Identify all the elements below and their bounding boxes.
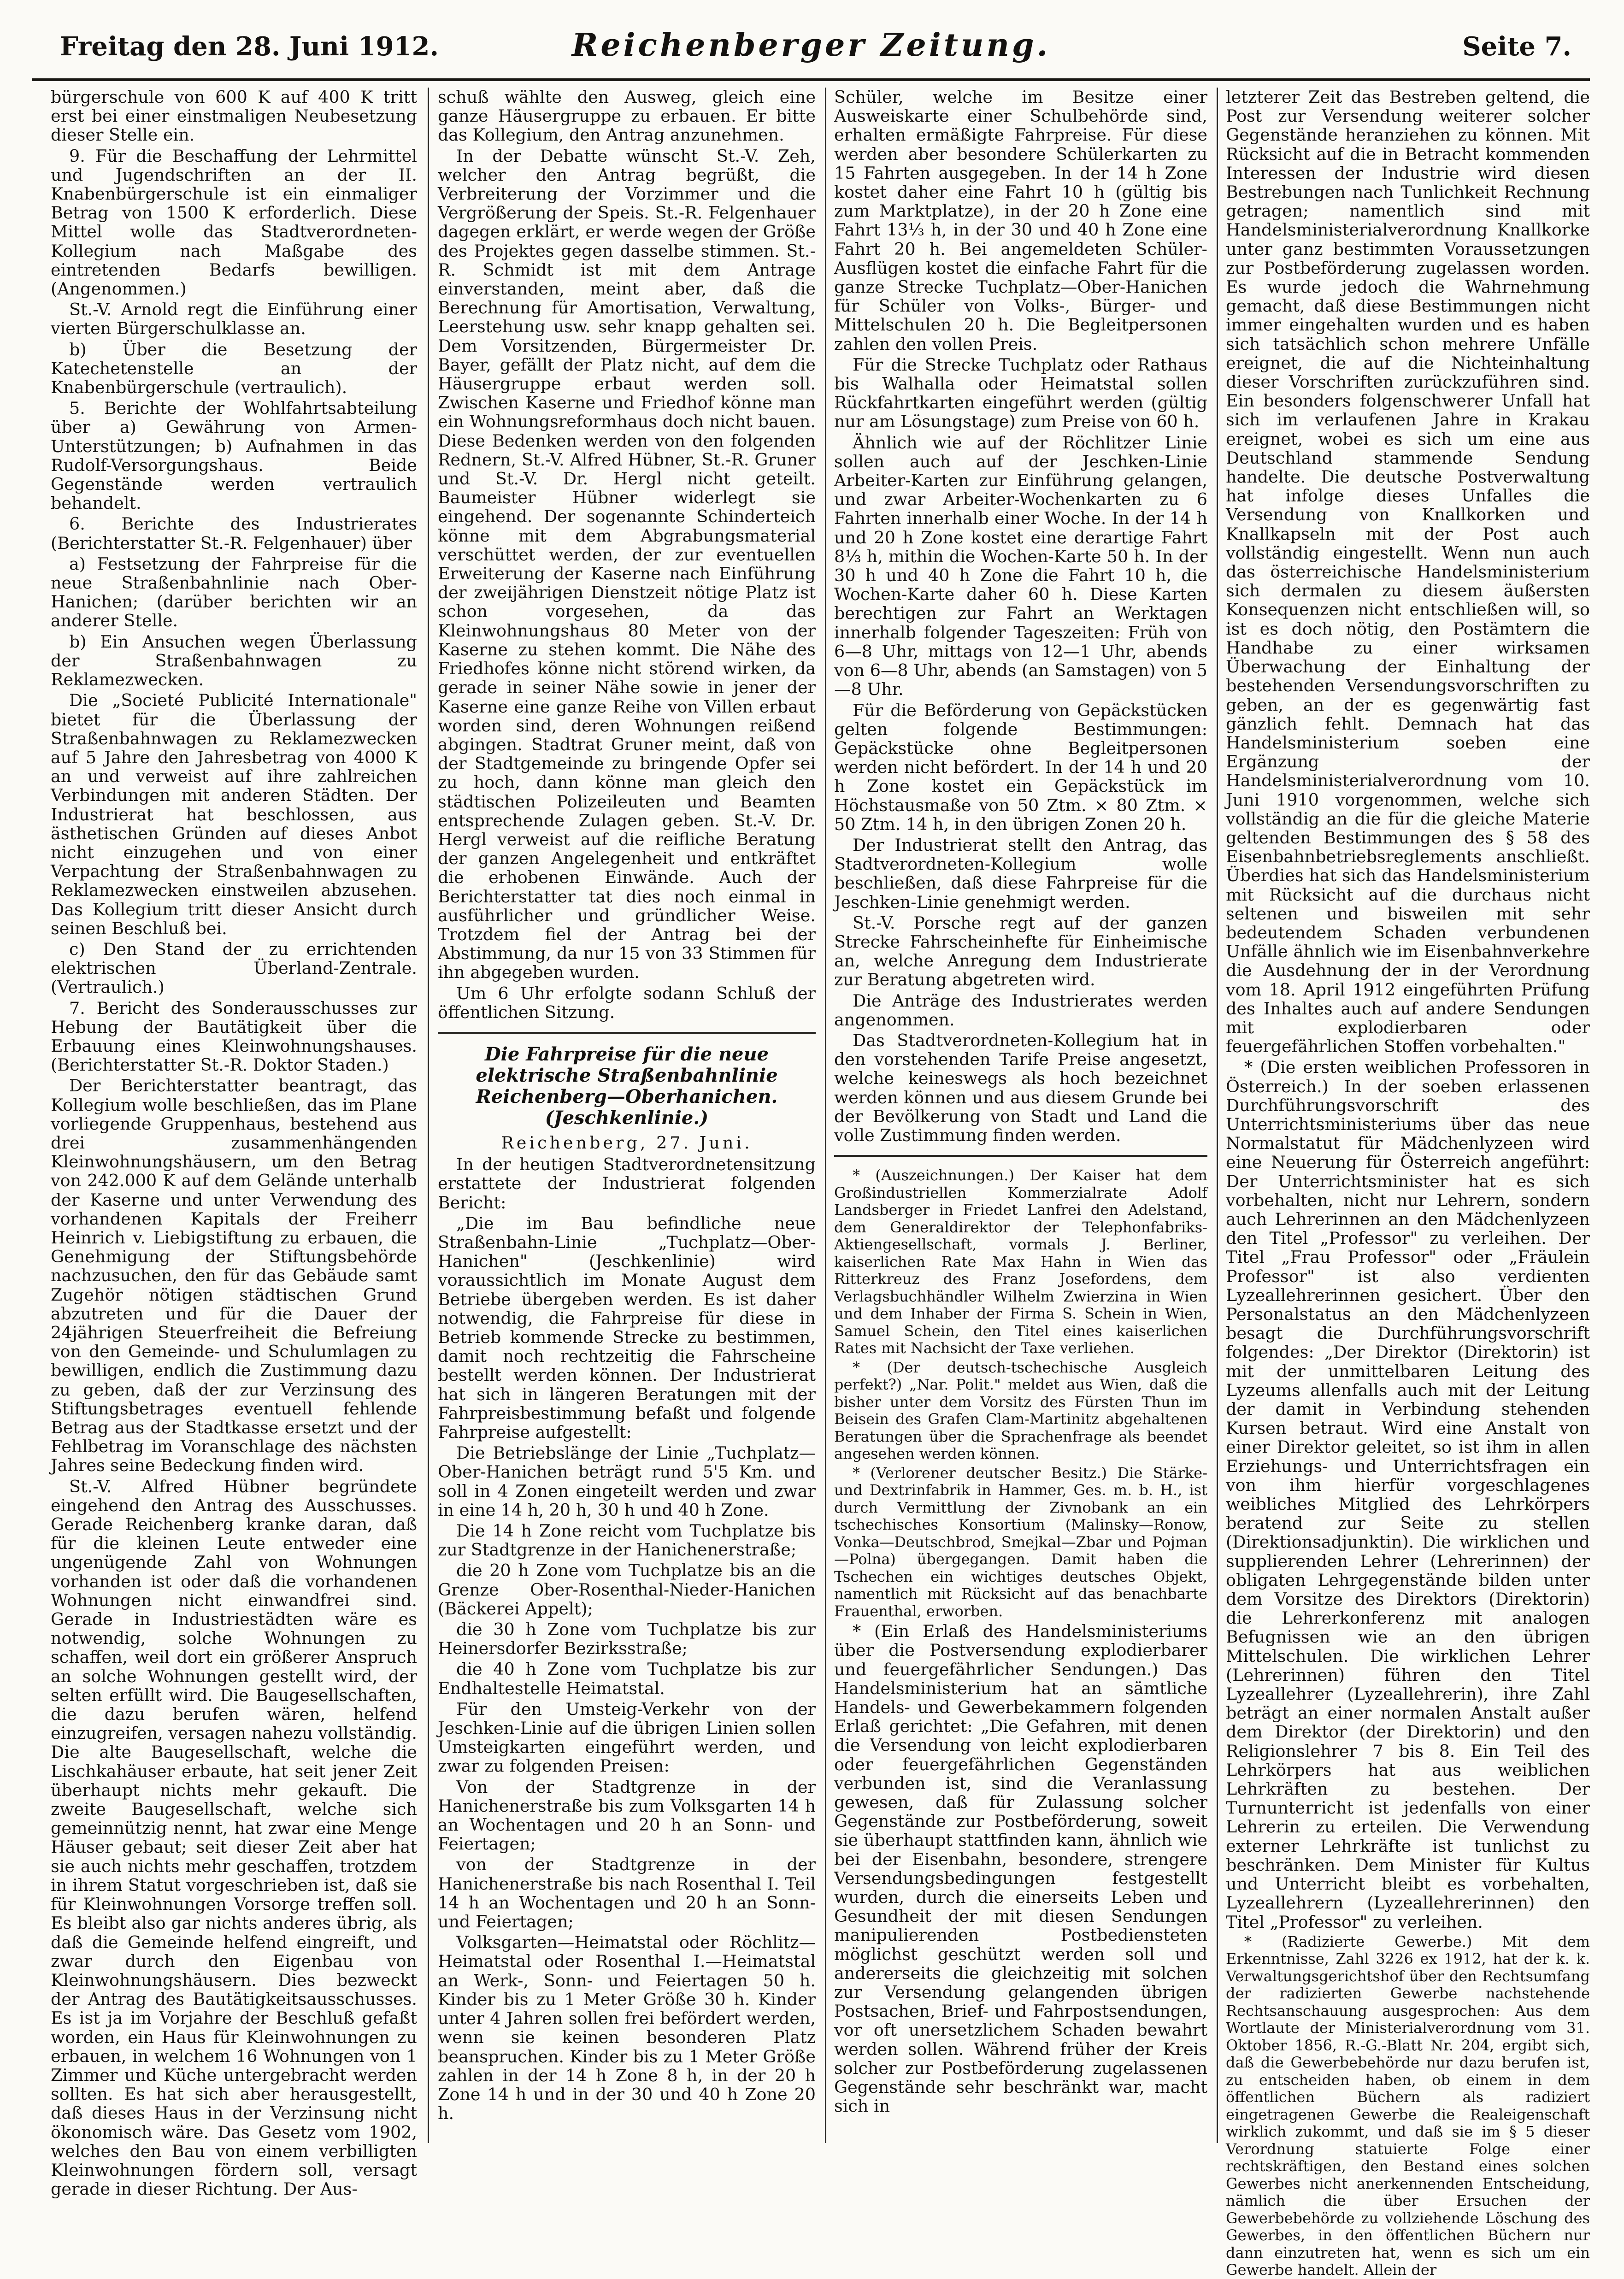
paragraph: Der Berichterstatter beantragt, das Kollegium wolle beschließen, das im Plane vorliegende Gruppenhaus, bestehend aus drei zusammenhängenden Kleinwohnungshäusern, um den Betrag von 242.000 K auf dem Gelände unterhalb der Kaserne und unter Verwendung des vorhandenen Kapitals der Freiherr Heinrich v. Liebigstiftung zu erbauen, die Genehmigung der Stiftungsbehörde nachzusuchen, den für das Gebäude samt Zugehör nötigen städtischen Grund abzutreten und für die Dauer der 24jährigen Steuerfreiheit die Befreiung von den Gemeinde- und Schulumlagen zu bewilligen, endlich die Zustimmung dazu zu geben, daß der zur Verzinsung des Stiftungsbetrages eventuell fehlende Betrag aus der Stadtkasse ersetzt und der Fehlbetrag im Voranschlage des nächsten Jahres seine Bedeckung finden wird.	[51, 1076, 417, 1476]
newspaper-page	[32, 23, 1590, 2279]
paragraph: schuß wählte den Ausweg, gleich eine ganze Häusergruppe zu erbauen. Er bitte das Kollegium, den Antrag anzunehmen.	[438, 87, 816, 145]
paragraph: von der Stadtgrenze in der Hanichenerstraße bis nach Rosenthal I. Teil 14 h an Wochentagen und 20 h an Sonn- und Feiertagen;	[438, 1855, 816, 1932]
column-rule	[825, 88, 826, 2143]
paragraph: Für den Umsteig-Verkehr von der Jeschken-Linie auf die übrigen Linien sollen Umsteigkarten eingeführt werden, und zwar zu folgenden Preisen:	[438, 1699, 816, 1776]
paragraph: In der Debatte wünscht St.-V. Zeh, welcher den Antrag begrüßt, die Verbreiterung der Vorzimmer und die Vergrößerung der Speis. St.-R. Felgenhauer dagegen erklärt, er werde wegen der Größe des Projektes gegen dasselbe stimmen. St.-R. Schmidt ist mit dem Antrage einverstanden, meint aber, daß die Berechnung für Amortisation, Verwaltung, Leerstehung usw. sehr knapp gehalten sei. Dem Vorsitzenden, Bürgermeister Dr. Bayer, gefällt der Platz nicht, auf dem die Häusergruppe erbaut werden soll. Zwischen Kaserne und Friedhof könne man ein Wohnungsreformhaus doch nicht bauen. Diese Bedenken werden von den folgenden Rednern, St.-V. Alfred Hübner, St.-R. Gruner und St.-V. Dr. Hergl nicht geteilt. Baumeister Hübner widerlegt sie eingehend. Der sogenannte Schinderteich könne mit dem Abgrabungsmaterial verschüttet werden, der zur eventuellen Erweiterung der Kaserne nach Einführung der zweijährigen Dienstzeit nötige Platz ist schon vorgesehen, da das Kleinwohnungshaus 80 Meter von der Kaserne zu stehen kommt. Die Nähe des Friedhofes könne nicht störend wirken, da gerade in seiner Nähe sowie in jener der Kaserne eine ganze Reihe von Villen erbaut worden sind, deren Wohnungen reißend abgingen. Stadtrat Gruner meint, daß von der Stadtgemeinde zu bringende Opfer sei zu hoch, dann könne man gleich den städtischen Polizeileuten und Beamten entsprechende Zulagen geben. St.-V. Dr. Hergl verweist auf die reifliche Beratung der ganzen Angelegenheit und entkräftet die erhobenen Einwände. Auch der Berichterstatter tat dies noch einmal in ausführlicher und gründlicher Weise. Trotzdem fiel der Antrag bei der Abstimmung, da nur 15 von 33 Stimmen für ihn abgegeben wurden.	[438, 146, 816, 983]
paragraph: b) Ein Ansuchen wegen Überlassung der Straßenbahnwagen zu Reklamezwecken.	[51, 631, 417, 690]
paragraph: Von der Stadtgrenze in der Hanichenerstraße bis zum Volksgarten 14 h an Wochentagen und 20 h an Sonn- und Feiertagen;	[438, 1777, 816, 1854]
news-item: * (Die ersten weiblichen Professoren in Österreich.) In der soeben erlassenen Durchführungsvorschrift des Unterrichtsministeriums über das neue Normalstatut für Mädchenlyzeen wird eine Neuerung für Österreich angeführt: Der Unterrichtsminister hat es sich vorbehalten, nicht nur Lehrern, sondern auch Lehrerinnen an den Mädchenlyzeen den Titel „Professor" zu verleihen. Der Titel „Frau Professor" oder „Fräulein Professor" ist also verdienten Lyzeallehrerinnen gesichert. Über den Personalstatus an den Mädchenlyzeen besagt die Durchführungsvorschrift folgendes: „Der Direktor (Direktorin) ist mit der unmittelbaren Leitung des Lyzeums allenfalls auch mit der Leitung der damit in Verbindung stehenden Kursen betraut. Wird eine Anstalt von einer Direktor geleitet, so ist ihm in allen Erziehungs- und Unterrichtsfragen ein von ihm hierfür vorgeschlagenes weibliches Mitglied des Lehrkörpers beratend zur Seite zu stellen (Direktionsadjunktin). Die wirklichen und supplierenden Lehrer (Lehrerinnen) der obligaten Lehrgegenstände bilden unter dem Vorsitze des Direktors (Direktorin) die Lehrerkonferenz mit analogen Befugnissen wie an den übrigen Mittelschulen. Die wirklichen Lehrer (Lehrerinnen) führen den Titel Lyzeallehrer (Lyzeallehrerin), ihre Zahl beträgt an einer normalen Anstalt außer dem Direktor (der Direktorin) und den Religionslehrer 7 bis 8. Ein Teil des Lehrkörpers hat aus weiblichen Lehrkräften zu bestehen. Der Turnunterricht ist jedenfalls von einer Lehrerin zu erteilen. Die Verwendung externer Lehrkräfte ist tunlichst zu beschränken. Dem Minister für Kultus und Unterricht bleibt es vorbehalten, Lyzeallehrern (Lyzeallehrerinnen) den Titel „Professor" zu verleihen.	[1226, 1057, 1590, 1932]
article-headline: Die Fahrpreise für die neue elektrische Straßenbahnlinie Reichenberg—Oberhanichen. (Jeschkenlinie.)	[476, 1043, 778, 1129]
paragraph: a) Festsetzung der Fahrpreise für die neue Straßenbahnlinie nach Ober-Hanichen; (darüber berichten wir an anderer Stelle.	[51, 554, 417, 631]
paragraph: b) Über die Besetzung der Katechetenstelle an der Knabenbürgerschule (vertraulich).	[51, 339, 417, 398]
page-number: Seite 7.	[1462, 31, 1571, 62]
news-item: * (Verlorener deutscher Besitz.) Die Stärke- und Dextrinfabrik in Hammer, Ges. m. b. H., ist durch Vermittlung der Zivnobank an ein tschechisches Konsortium (Malinsky—Ronow, Vonka—Deutschbrod, Smejkal—Zbar und Pojman—Polna) übergegangen. Damit haben die Tschechen ein wichtiges deutsches Objekt, namentlich mit Rücksicht auf das benachbarte Frauenthal, erworben.	[834, 1464, 1207, 1620]
paragraph: In der heutigen Stadtverordnetensitzung erstattete der Industrierat folgenden Bericht:	[438, 1154, 816, 1213]
paragraph: St.-V. Arnold regt die Einführung einer vierten Bürgerschulklasse an.	[51, 300, 417, 339]
paragraph: die 40 h Zone vom Tuchplatze bis zur Endhaltestelle Heimatstal.	[438, 1659, 816, 1698]
paragraph: Volksgarten—Heimatstal oder Röchlitz—Heimatstal oder Rosenthal I.—Heimatstal an Werk-, Sonn- und Feiertagen 50 h. Kinder bis zu 1 Meter Größe 30 h. Kinder unter 4 Jahren sollen frei befördert werden, wenn sie keinen besonderen Platz beanspruchen. Kinder bis zu 1 Meter Größe zahlen in der 14 h Zone 8 h, in der 20 h Zone 14 h und in der 30 und 40 h Zone 20 h.	[438, 1932, 816, 2124]
news-item: * (Radizierte Gewerbe.) Mit dem Erkenntnisse, Zahl 3226 ex 1912, hat der k. k. Verwaltungsgerichtshof über den Rechtsumfang der radizierten Gewerbe nachstehende Rechtsanschauung ausgesprochen: Aus dem Wortlaute der Ministerialverordnung vom 31. Oktober 1856, R.-G.-Blatt Nr. 204, ergibt sich, daß die Gewerbebehörde nur dazu berufen ist, zu entscheiden haben, ob einem in dem öffentlichen Büchern als radiziert eingetragenen Gewerbe die Realeigenschaft wirklich zukommt, und daß sie im § 5 dieser Verordnung statuierte Folge einer rechtskräftigen, den Bestand eines solchen Gewerbes nicht anerkennenden Entscheidung, nämlich die über Ersuchen der Gewerbebehörde zu vollziehende Löschung des Gewerbes, in den öffentlichen Büchern nur dann einzutreten hat, wenn es sich um ein Gewerbe handelt. Allein der	[1226, 1932, 1590, 2279]
section-divider	[834, 1155, 1207, 1157]
paragraph: Die Anträge des Industrierates werden angenommen.	[834, 990, 1207, 1030]
paragraph: Für die Strecke Tuchplatz oder Rathaus bis Walhalla oder Heimatstal sollen Rückfahrtkarten eingeführt werden (gültig nur am Lösungstage) zum Preise von 60 h.	[834, 354, 1207, 432]
column-rule	[428, 88, 429, 2143]
issue-date: Freitag den 28. Juni 1912.	[60, 31, 439, 62]
article-dateline: Reichenberg, 27. Juni.	[501, 1132, 753, 1153]
paragraph: die 30 h Zone vom Tuchplatze bis zur Heinersdorfer Bezirksstraße;	[438, 1619, 816, 1659]
paragraph: Der Industrierat stellt den Antrag, das Stadtverordneten-Kollegium wolle beschließen, daß diese Fahrpreise für die Jeschken-Linie genehmigt werden.	[834, 835, 1207, 912]
paragraph: Für die Beförderung von Gepäckstücken gelten folgende Bestimmungen: Gepäckstücke ohne Begleitpersonen werden nicht befördert. In der 14 h und 20 h Zone kostet ein Gepäckstück im Höchstausmaße von 50 Ztm. × 80 Ztm. × 50 Ztm. 14 h, in den übrigen Zonen 20 h.	[834, 700, 1207, 834]
paragraph: Ähnlich wie auf der Röchlitzer Linie sollen auch auf der Jeschken-Linie Arbeiter-Karten zur Einführung gelangen, und zwar Arbeiter-Wochenkarten zu 6 Fahrten innerhalb einer Woche. In der 14 h und 20 h Zone kostet eine derartige Fahrt 8⅓ h, mithin die Wochen-Karte 50 h. In der 30 h und 40 h Zone die Fahrt 10 h, die Wochen-Karte daher 60 h. Diese Karten berechtigen zur Fahrt an Werktagen innerhalb folgender Tageszeiten: Früh von 6—8 Uhr, mittags von 12—1 Uhr, abends von 6—8 Uhr, abends (an Samstagen) von 5—8 Uhr.	[834, 432, 1207, 700]
paragraph: Um 6 Uhr erfolgte sodann Schluß der öffentlichen Sitzung.	[438, 983, 816, 1022]
paragraph: letzterer Zeit das Bestreben geltend, die Post zur Versendung weiterer solcher Gegenstände heranziehen zu können. Mit Rücksicht auf die in Betracht kommenden Interessen der Industrie wird diesen Bestrebungen nach Tunlichkeit Rechnung getragen; namentlich sind mit Handelsministerialverordnung Knallkorke unter ganz bestimmten Voraussetzungen zur Postbeförderung zugelassen worden. Es wurde jedoch die Wahrnehmung gemacht, daß diese Bestimmungen nicht immer eingehalten wurden und es haben sich tatsächlich schon mehrere Unfälle ereignet, die auf die Nichteinhaltung dieser Vorschriften zurückzuführen sind. Ein besonders folgenschwerer Unfall hat sich im verlaufenen Jahre in Krakau ereignet, wobei es sich um eine aus Deutschland stammende Sendung handelte. Die deutsche Postverwaltung hat infolge dieses Unfalles die Versendung von Knallkorken und Knallkapseln mit der Post auch vollständig eingestellt. Wenn nun auch das österreichische Handelsministerium sich dermalen zu diesem äußersten Konsequenzen nicht entschließen will, so ist es doch nötig, den Postämtern die Handhabe zu einer wirksamen Überwachung der Einhaltung der bestehenden Versendungsvorschriften zu geben, an der es gegenwärtig fast gänzlich fehlt. Demnach hat das Handelsministerium soeben eine Ergänzung der Handelsministerialverordnung vom 10. Juni 1910 vorgenommen, welche sich vollständig an die für die gleiche Materie geltenden Bestimmungen des § 58 des Eisenbahnbetriebsreglements anschließt. Überdies hat sich das Handelsministerium mit Rücksicht auf die durchaus nicht seltenen und bisweilen mit sehr bedeutendem Schaden verbundenen Unfälle ähnlich wie im Eisenbahnverkehre die Ausdehnung der in der Verordnung vom 18. April 1912 eingeführten Prüfung des Inhaltes auch auf andere Sendungen mit explodierbaren oder feuergefährlichen Stoffen vorbehalten."	[1226, 87, 1590, 1057]
paragraph: 5. Berichte der Wohlfahrtsabteilung über a) Gewährung von Armen-Unterstützungen; b) Aufnahmen in das Rudolf-Versorgungshaus. Beide Gegenstände werden vertraulich behandelt.	[51, 398, 417, 513]
paragraph: Die 14 h Zone reicht vom Tuchplatze bis zur Stadtgrenze in der Hanichenerstraße;	[438, 1521, 816, 1560]
news-item: * (Der deutsch-tschechische Ausgleich perfekt?) „Nar. Polit." meldet aus Wien, daß die bisher unter dem Vorsitz des Fürsten Thun im Beisein des Grafen Clam-Martinitz abgehaltenen Beratungen über die Sprachenfrage als beendet angesehen werden können.	[834, 1358, 1207, 1463]
news-item: * (Ein Erlaß des Handelsministeriums über die Postversendung explodierbarer und feuergefährlicher Sendungen.) Das Handelsministerium hat an sämtliche Handels- und Gewerbekammern folgenden Erlaß gerichtet: „Die Gefahren, mit denen die Versendung von leicht explodierbaren oder feuergefährlichen Gegenständen verbunden ist, sind die Veranlassung gewesen, daß für Zulassung solcher Gegenstände zur Postbeförderung, soweit sie überhaupt stattfinden kann, ähnlich wie bei der Eisenbahn, besondere, strengere Versendungsbedingungen festgestellt wurden, durch die einerseits Leben und Gesundheit der mit diesen Sendungen manipulierenden Postbediensteten möglichst geschützt werden soll und andererseits die gleichzeitig mit solchen zur Versendung gelangenden übrigen Postsachen, Brief- und Fahrpostsendungen, vor oft unersetzlichem Schaden bewahrt werden sollen. Während früher der Kreis solcher zur Postbeförderung zugelassenen Gegenstände sehr beschränkt war, macht sich in	[834, 1621, 1207, 2116]
masthead	[32, 23, 1590, 81]
news-item: * (Auszeichnungen.) Der Kaiser hat dem Großindustriellen Kommerzialrate Adolf Landsberger in Friedet Lanfrei den Adelstand, dem Generaldirektor der Telephonfabriks-Aktiengesellschaft, vormals J. Berliner, kaiserlichen Rate Max Hahn in Wien das Ritterkreuz des Franz Josefordens, dem Verlagsbuchhändler Wilhelm Zwierzina in Wien und dem Inhaber der Firma S. Schein in Wien, Samuel Schein, den Titel eines kaiserlichen Rates mit Nachsicht der Taxe verliehen.	[834, 1166, 1207, 1357]
paragraph: Schüler, welche im Besitze einer Ausweiskarte einer Schulbehörde sind, erhalten ermäßigte Fahrpreise. Für diese werden aber besondere Schülerkarten zu 15 Fahrten ausgegeben. In der 14 h Zone kostet daher eine Fahrt 10 h (gültig bis zum Marktplatze), in der 20 h Zone eine Fahrt 13⅓ h, in der 30 und 40 h Zone eine Fahrt 20 h. Bei angemeldeten Schüler-Ausflügen kostet die einfache Fahrt für die ganze Strecke Tuchplatz—Ober-Hanichen für Schüler von Volks-, Bürger- und Mittelschulen 20 h. Die Begleitpersonen zahlen den vollen Preis.	[834, 87, 1207, 354]
paragraph: 6. Berichte des Industrierates (Berichterstatter St.-R. Felgenhauer) über	[51, 514, 417, 553]
newspaper-title: Reichenberger Zeitung.	[571, 27, 1051, 64]
column-2	[438, 88, 816, 2143]
paragraph: bürgerschule von 600 K auf 400 K tritt erst bei einer einstmaligen Neubesetzung dieser Stelle ein.	[51, 87, 417, 145]
column-3	[834, 88, 1207, 2143]
paragraph: St.-V. Porsche regt auf der ganzen Strecke Fahrscheinhefte für Einheimische an, welche Anregung dem Industrierate zur Beratung abgetreten wird.	[834, 913, 1207, 990]
paragraph: Die „Societé Publicité Internationale" bietet für die Überlassung der Straßenbahnwagen zu Reklamezwecken auf 5 Jahre den Jahresbetrag von 4000 K an und verweist auf ihre zahlreichen Verbindungen mit anderen Städten. Der Industrierat hat beschlossen, aus ästhetischen Gründen auf dieses Anbot nicht einzugehen und von einer Verpachtung der Straßenbahnwagen zu Reklamezwecken einstweilen abzusehen. Das Kollegium tritt dieser Ansicht durch seinen Beschluß bei.	[51, 690, 417, 938]
column-1	[51, 87, 417, 2199]
column-rule	[1217, 88, 1218, 2143]
paragraph: St.-V. Alfred Hübner begründete eingehend den Antrag des Ausschusses. Gerade Reichenberg kranke daran, daß für die kleinen Leute entweder eine ungenügende Zahl von Wohnungen vorhanden ist oder daß die vorhandenen Wohnungen nicht einwandfrei sind. Gerade in Industriestädten wäre es notwendig, solche Wohnungen zu schaffen, weil dort ein größerer Anspruch an solche Wohnungen gestellt wird, der selten erfüllt wird. Die Baugesellschaften, die dazu berufen wären, helfend einzugreifen, versagen nahezu vollständig. Die alte Baugesellschaft, welche die Lischkahäuser erbaute, hat seit jener Zeit überhaupt nichts mehr gekauft. Die zweite Baugesellschaft, welche sich gemeinnützig nennt, hat zwar eine Menge Häuser gebaut; seit dieser Zeit aber hat sie auch nichts mehr geschaffen, trotzdem in ihrem Statut vorgeschrieben ist, daß sie für Kleinwohnungen Vorsorge treffen soll. Es bleibt also gar nichts anderes übrig, als daß die Gemeinde helfend eingreift, und zwar durch den Eigenbau von Kleinwohnungshäusern. Dies bezweckt der Antrag des Bautätigkeitsausschusses. Es ist ja im Vorjahre der Beschluß gefaßt worden, ein Haus für Kleinwohnungen zu erbauen, in welchem 16 Wohnungen von 1 Zimmer und Küche untergebracht werden sollten. Es hat sich aber herausgestellt, daß dieses Haus in der Verzinsung nicht ökonomisch wäre. Das Gesetz vom 1902, welches den Bau von einem verbilligten Kleinwohnungen fördern soll, versagt gerade in dieser Richtung. Der Aus-	[51, 1476, 417, 2199]
column-4	[1226, 87, 1590, 2279]
paragraph: „Die im Bau befindliche neue Straßenbahn-Linie „Tuchplatz—Ober-Hanichen" (Jeschkenlinie) wird voraussichtlich im Monate August dem Betriebe übergeben werden. Es ist daher notwendig, die Fahrpreise für diese in Betrieb kommende Strecke zu bestimmen, damit noch rechtzeitig die Fahrscheine bestellt werden können. Der Industrierat hat sich in längeren Beratungen mit der Fahrpreisbestimmung befaßt und folgende Fahrpreise aufgestellt:	[438, 1213, 816, 1442]
paragraph: Die Betriebslänge der Linie „Tuchplatz—Ober-Hanichen beträgt rund 5'5 Km. und soll in 4 Zonen eingeteilt werden und zwar in eine 14 h, 20 h, 30 h und 40 h Zone.	[438, 1443, 816, 1520]
paragraph: Das Stadtverordneten-Kollegium hat in den vorstehenden Tarife Preise angesetzt, welche keineswegs als hoch bezeichnet werden können und aus diesem Grunde bei der Bevölkerung von Stadt und Land die volle Zustimmung finden werden.	[834, 1030, 1207, 1145]
section-divider	[438, 1032, 816, 1034]
paragraph: c) Den Stand der zu errichtenden elektrischen Überland-Zentrale. (Vertraulich.)	[51, 939, 417, 997]
paragraph: die 20 h Zone vom Tuchplatze bis an die Grenze Ober-Rosenthal-Nieder-Hanichen (Bäckerei Appelt);	[438, 1561, 816, 1619]
paragraph: 7. Bericht des Sonderausschusses zur Hebung der Bautätigkeit über die Erbauung eines Kleinwohnungshauses. (Berichterstatter St.-R. Doktor Staden.)	[51, 998, 417, 1075]
paragraph: 9. Für die Beschaffung der Lehrmittel und Jugendschriften an der II. Knabenbürgerschule ist ein einmaliger Betrag von 1500 K erforderlich. Diese Mittel wolle das Stadtverordneten-Kollegium nach Maßgabe des eintretenden Bedarfs bewilligen. (Angenommen.)	[51, 146, 417, 299]
